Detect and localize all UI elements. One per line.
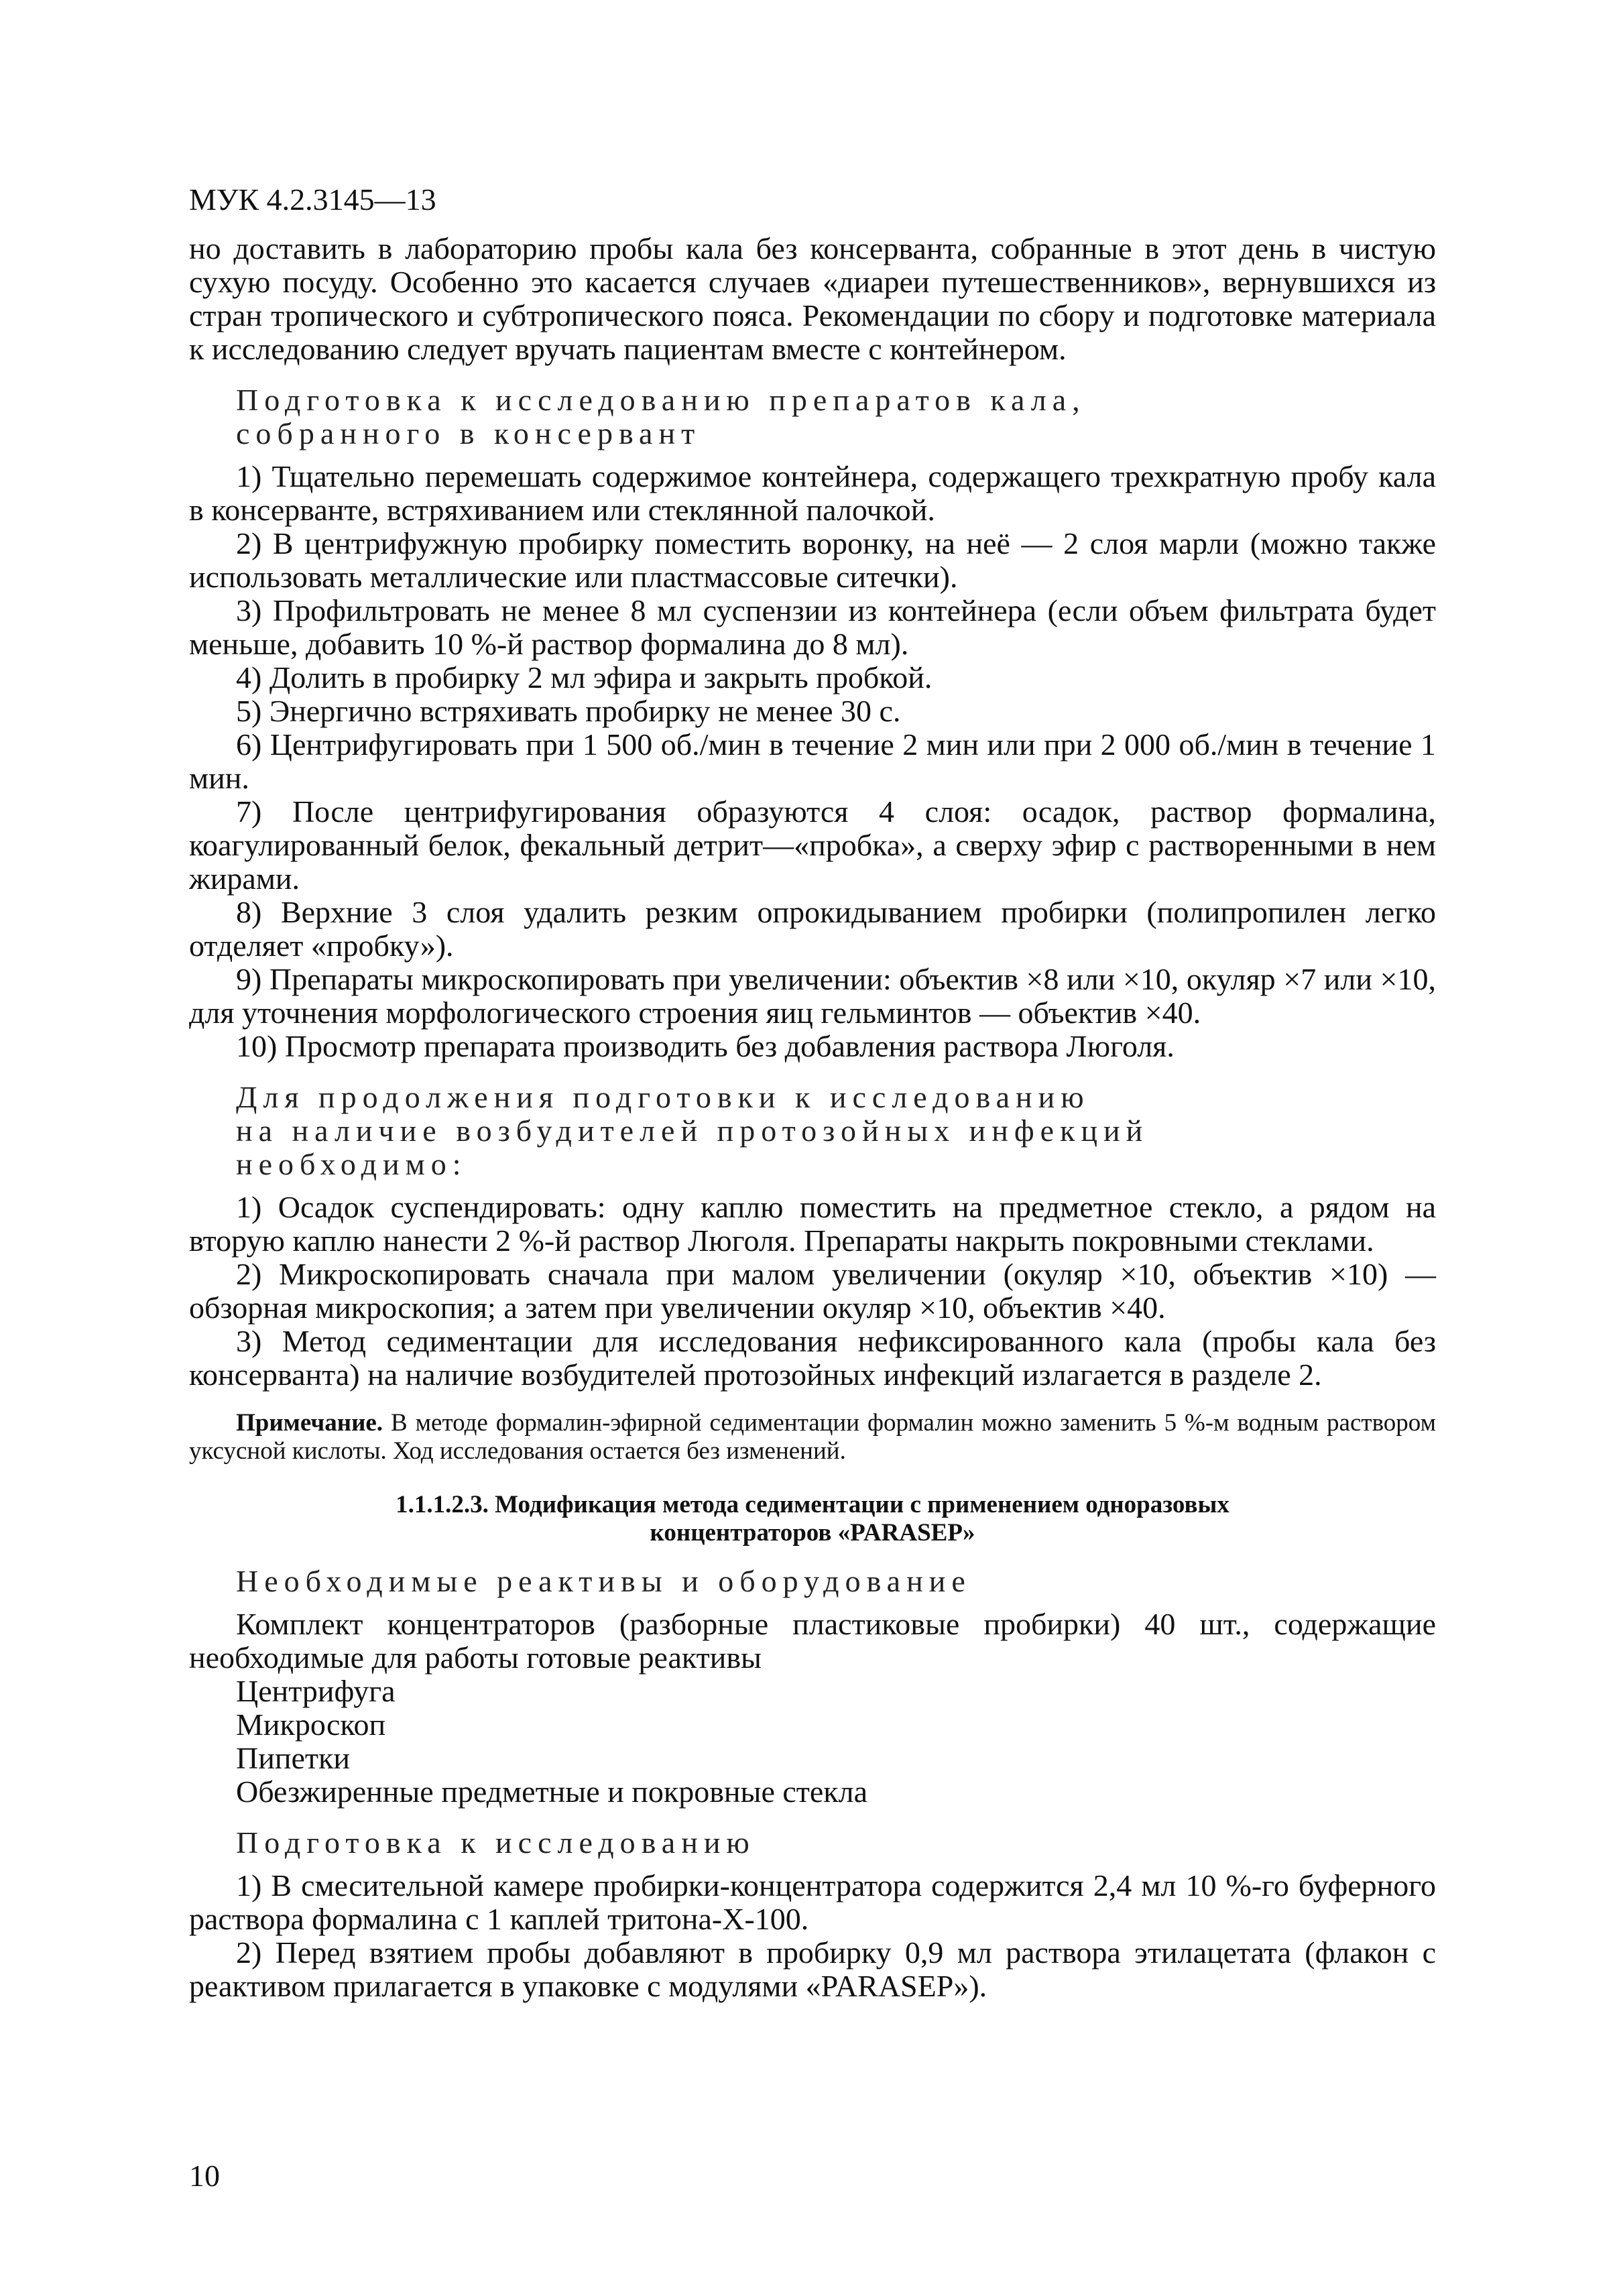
section-title-line: Подготовка к исследованию препаратов кала, [236,383,1086,417]
reagent-item: Обезжиренные предметные и покровные стекла [236,1774,868,1809]
reagent-item: Центрифуга [236,1674,396,1708]
intro-paragraph: но доставить в лабораторию пробы кала без консерванта, собранные в этот день в чистую сухую посуду. Особенно это касается случаев «диареи путешественников», вернувшихся из стран тропического и субтропического пояса. Рекомендации по сбору и подготовке материала к исследованию следует вручать пациентам вместе с контейнером. [189,231,1436,366]
subsection-heading: концентраторов «PARASEP» [650,1519,975,1547]
step-paragraph: 4) Долить в пробирку 2 мл эфира и закрыть пробкой. [236,660,933,694]
step-paragraph: 8) Верхние 3 слоя удалить резким опрокидыванием пробирки (полипропилен легко отделяет «пробку»). [189,895,1436,963]
step-paragraph: 2) В центрифужную пробирку поместить воронку, на неё — 2 слоя марли (можно также использовать металлические или пластмассовые ситечки). [189,526,1436,594]
section-title-line: Необходимые реактивы и оборудование [236,1564,971,1598]
note-paragraph [189,1409,1436,1465]
section-title-line: Для продолжения подготовки к исследованию [236,1080,1090,1114]
step-paragraph: 6) Центрифугировать при 1 500 об./мин в течение 2 мин или при 2 000 об./мин в течение 1 мин. [189,727,1436,795]
step-paragraph: 2) Перед взятием пробы добавляют в пробирку 0,9 мл раствора этилацетата (флакон с реактивом прилагается в упаковке с модулями «PARASEP»). [189,1935,1436,2003]
reagent-item: Пипетки [236,1741,350,1775]
page-number: 10 [189,2159,220,2193]
step-paragraph: 9) Препараты микроскопировать при увеличении: объектив ×8 или ×10, окуляр ×7 или ×10, для уточнения морфологического строения яиц гельминтов — объектив ×40. [189,962,1436,1030]
subsection-heading: 1.1.1.2.3. Модификация метода седиментации с применением одноразовых [396,1491,1229,1518]
section-title-line: необходимо: [236,1147,467,1181]
step-paragraph: 2) Микроскопировать сначала при малом увеличении (окуляр ×10, объектив ×10) — обзорная микроскопия; а затем при увеличении окуляр ×10, объектив ×40. [189,1257,1436,1325]
note-text: В методе формалин-эфирной седиментации формалин можно заменить 5 %-м водным раствором уксусной кислоты. Ход исследования остается без изменений. [189,1409,1436,1465]
reagent-item: Микроскоп [236,1707,386,1742]
step-paragraph: 3) Метод седиментации для исследования нефиксированного кала (пробы кала без консерванта) на наличие возбудителей протозойных инфекций излагается в разделе 2. [189,1324,1436,1392]
reagent-item: Комплект концентраторов (разборные пластиковые пробирки) 40 шт., содержащие необходимые для работы готовые реактивы [189,1607,1436,1675]
step-paragraph: 3) Профильтровать не менее 8 мл суспензии из контейнера (если объем фильтрата будет меньше, добавить 10 %-й раствор формалина до 8 мл). [189,593,1436,661]
note-label: Примечание. [236,1409,383,1437]
doc-code-header: МУК 4.2.3145—13 [189,182,436,217]
step-paragraph: 1) Тщательно перемешать содержимое контейнера, содержащего трехкратную пробу кала в консерванте, встряхиванием или стеклянной палочкой. [189,459,1436,527]
section-title-line: собранного в консервант [236,416,701,450]
step-paragraph: 5) Энергично встряхивать пробирку не менее 30 с. [236,694,901,728]
section-title-line: на наличие возбудителей протозойных инфекций [236,1113,1149,1148]
step-paragraph: 1) Осадок суспендировать: одну каплю поместить на предметное стекло, а рядом на вторую каплю нанести 2 %-й раствор Люголя. Препараты накрыть покровными стеклами. [189,1190,1436,1258]
step-paragraph: 1) В смесительной камере пробирки-концентратора содержится 2,4 мл 10 %-го буферного раствора формалина с 1 каплей тритона-Х-100. [189,1868,1436,1936]
section-title-line: Подготовка к исследованию [236,1825,756,1860]
step-paragraph: 7) После центрифугирования образуются 4 слоя: осадок, раствор формалина, коагулированный белок, фекальный детрит—«пробка», а сверху эфир с растворенными в нем жирами. [189,794,1436,896]
page-body [189,232,1436,2003]
step-paragraph: 10) Просмотр препарата производить без добавления раствора Люголя. [236,1029,1175,1063]
